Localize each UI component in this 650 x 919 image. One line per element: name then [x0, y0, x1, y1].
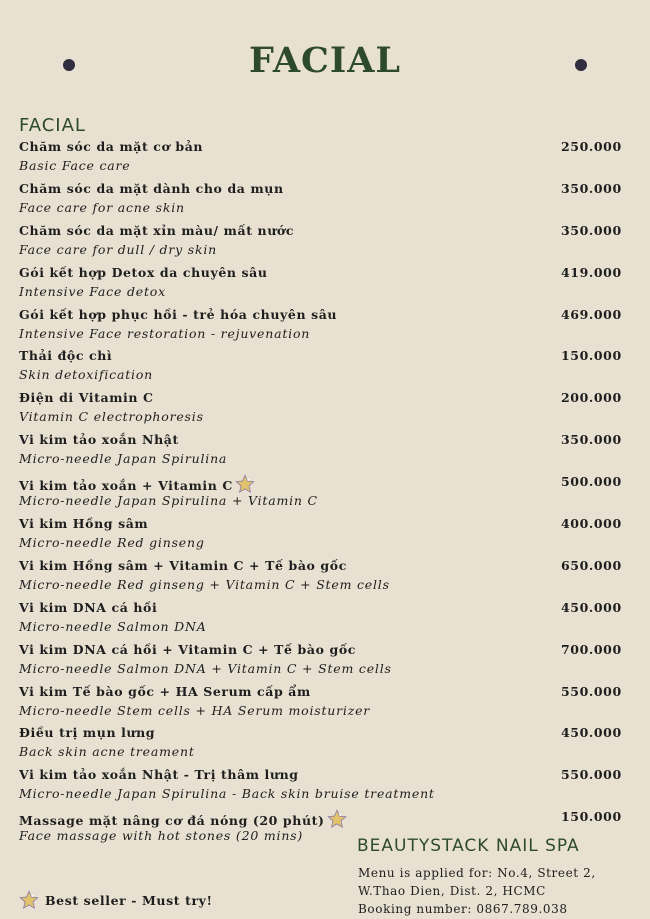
- decor-dot-right: [575, 59, 587, 71]
- star-icon: [19, 890, 39, 910]
- menu-item: [0, 430, 650, 472]
- page-title: FACIAL: [249, 40, 401, 81]
- service-price: 200.000: [561, 390, 622, 406]
- service-name-en: Face massage with hot stones (20 mins): [19, 828, 304, 844]
- service-name-vn: [19, 725, 155, 740]
- service-price: 350.000: [561, 432, 622, 448]
- service-price: 400.000: [561, 516, 622, 532]
- menu-list: [0, 137, 650, 849]
- star-icon: [327, 809, 347, 829]
- service-price: 450.000: [561, 599, 622, 615]
- service-name-en: Skin detoxification: [19, 367, 154, 383]
- menu-item: [0, 305, 650, 347]
- menu-item: [0, 598, 650, 640]
- menu-item: [0, 514, 650, 556]
- menu-item: [0, 221, 650, 263]
- menu-item: [0, 682, 650, 724]
- menu-item: [0, 723, 650, 765]
- legend-label: Best seller - Must try!: [45, 893, 213, 908]
- service-name-vn-text: Gói kết hợp Detox da chuyên sâu: [19, 264, 268, 280]
- service-price: 550.000: [561, 767, 622, 783]
- service-price: 250.000: [561, 139, 622, 154]
- service-name-vn-text: Gói kết hợp phục hồi - trẻ hóa chuyên sâu: [19, 306, 338, 322]
- service-name-vn-text: Vi kim tảo xoắn + Vitamin C: [19, 478, 233, 494]
- service-name-vn: [19, 558, 347, 573]
- service-price: 500.000: [561, 474, 622, 490]
- service-price: 350.000: [561, 180, 622, 196]
- service-name-vn-text: Chăm sóc da mặt dành cho da mụn: [19, 180, 284, 196]
- menu-item: [0, 556, 650, 598]
- service-name-en: Basic Face care: [19, 158, 131, 173]
- menu-item: [0, 388, 650, 430]
- service-name-vn: [19, 432, 179, 447]
- service-name-vn-text: Vi kim tảo xoắn Nhật - Trị thâm lưng: [19, 767, 299, 783]
- service-name-vn-text: Chăm sóc da mặt cơ bản: [19, 139, 204, 154]
- service-name-vn: [19, 516, 148, 531]
- menu-item: [0, 179, 650, 221]
- service-name-en: Face care for acne skin: [19, 199, 185, 215]
- service-name-vn: [19, 767, 299, 782]
- service-name-en: Micro-needle Red ginseng + Vitamin C + Stem cells: [19, 576, 390, 592]
- service-name-vn-text: Điều trị mụn lưng: [19, 725, 156, 741]
- service-price: 150.000: [561, 809, 622, 825]
- service-name-en: Intensive Face detox: [19, 283, 166, 299]
- menu-item: [0, 640, 650, 682]
- service-name-vn: [19, 348, 112, 363]
- service-name-vn-text: Vi kim tảo xoắn Nhật: [19, 432, 179, 448]
- service-name-en: Micro-needle Red ginseng: [19, 535, 205, 551]
- service-price: 469.000: [561, 306, 622, 322]
- menu-item: [0, 137, 650, 179]
- service-name-vn-text: Chăm sóc da mặt xỉn màu/ mất nước: [19, 222, 295, 238]
- service-name-en: Micro-needle Japan Spirulina - Back skin bruise treatment: [19, 786, 435, 802]
- service-price: 650.000: [561, 557, 622, 573]
- service-price: 150.000: [561, 348, 622, 364]
- service-price: 419.000: [561, 264, 622, 280]
- service-price: 700.000: [561, 641, 622, 657]
- service-price: 350.000: [561, 222, 622, 238]
- service-name-vn-text: Thải độc chì: [19, 348, 113, 364]
- service-name-en: Micro-needle Japan Spirulina + Vitamin C: [19, 493, 318, 509]
- menu-item: [0, 263, 650, 305]
- best-seller-legend: [19, 890, 213, 910]
- spa-name: BEAUTYSTACK NAIL SPA: [357, 836, 580, 856]
- service-price: 450.000: [561, 725, 622, 741]
- service-name-vn: [19, 265, 268, 280]
- menu-item: [0, 765, 650, 807]
- service-name-vn: [19, 642, 356, 657]
- service-name-vn-text: Vi kim Tế bào gốc + HA Serum cấp ẩm: [19, 683, 311, 699]
- service-name-vn-text: Điện di Vitamin C: [19, 390, 154, 406]
- service-name-vn-text: Vi kim DNA cá hồi: [19, 599, 158, 615]
- service-name-vn-text: Massage mặt nâng cơ đá nóng (20 phút): [19, 813, 325, 829]
- service-name-vn-text: Vi kim DNA cá hồi + Vitamin C + Tế bào gốc: [19, 641, 356, 657]
- service-price: 550.000: [561, 683, 622, 699]
- star-icon: [235, 474, 255, 494]
- service-name-en: Face care for dull / dry skin: [19, 241, 218, 257]
- service-name-vn: [19, 139, 203, 154]
- service-name-en: Micro-needle Stem cells + HA Serum moisturizer: [19, 702, 371, 718]
- service-name-vn: [19, 474, 255, 494]
- service-name-vn: [19, 181, 284, 196]
- service-name-en: Micro-needle Japan Spirulina: [19, 451, 228, 467]
- service-name-en: Vitamin C electrophoresis: [19, 409, 204, 425]
- booking-number: Booking number: 0867.789.038: [358, 902, 568, 916]
- service-name-vn: [19, 809, 347, 829]
- service-name-en: Micro-needle Salmon DNA + Vitamin C + Stem cells: [19, 660, 392, 676]
- service-name-vn: [19, 600, 157, 615]
- service-name-vn-text: Vi kim Hồng sâm + Vitamin C + Tế bào gốc: [19, 557, 347, 573]
- service-name-vn: [19, 307, 337, 322]
- service-name-en: Back skin acne treament: [19, 744, 195, 760]
- menu-item: [0, 472, 650, 514]
- service-name-en: Micro-needle Salmon DNA: [19, 618, 207, 634]
- section-title: FACIAL: [19, 115, 86, 136]
- address-line-2: W.Thao Dien, Dist. 2, HCMC: [358, 884, 546, 898]
- service-name-vn-text: Vi kim Hồng sâm: [19, 516, 149, 532]
- menu-item: [0, 346, 650, 388]
- service-name-vn: [19, 684, 311, 699]
- service-name-vn: [19, 390, 154, 405]
- address-line-1: Menu is applied for: No.4, Street 2,: [358, 866, 596, 880]
- service-name-vn: [19, 223, 294, 238]
- service-name-en: Intensive Face restoration - rejuvenation: [19, 325, 311, 341]
